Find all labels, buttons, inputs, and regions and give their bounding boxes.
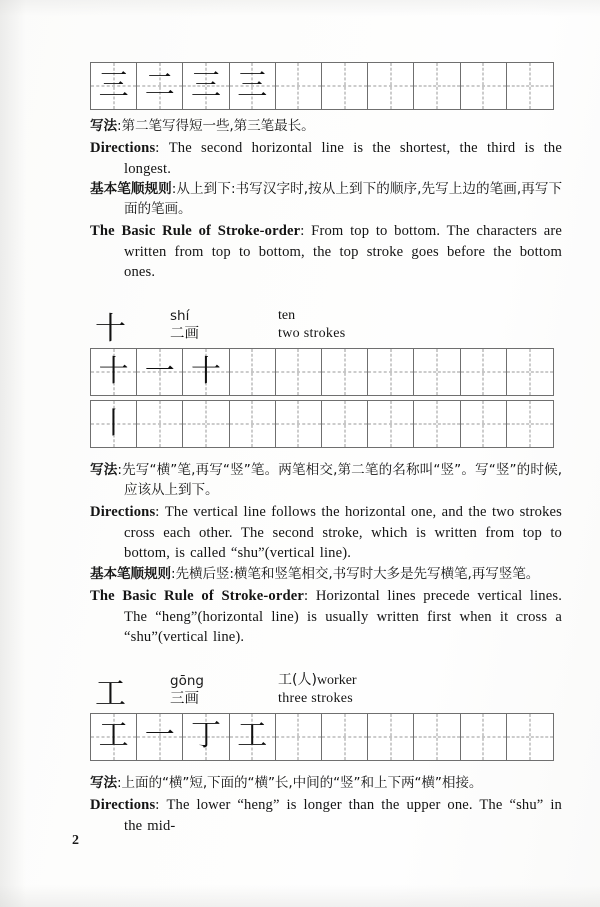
page-number: 2 [72, 833, 79, 848]
spacer [90, 448, 562, 461]
paragraph-text: 上面的“横”短,下面的“横”长,中间的“竖”和上下两“横”相接。 [121, 774, 483, 791]
paragraph-lead: The Basic Rule of Stroke-order [90, 222, 301, 239]
practice-cell-glyph: 二 [144, 67, 175, 103]
paragraph-lead: 基本笔顺规则 [90, 181, 172, 198]
practice-grid-row-shi-1[interactable] [90, 348, 554, 396]
paragraph-lead: Directions [90, 796, 156, 813]
practice-cell[interactable] [230, 714, 276, 760]
practice-cell[interactable] [183, 63, 229, 109]
paragraph-text: The vertical line follows the horizontal one, and the two strokes cross each other. The second stroke, which is written from top to bottom, is called “shu”(vertical line). [124, 503, 562, 562]
practice-cell[interactable] [276, 63, 322, 109]
paragraph-sep: : [155, 139, 160, 156]
paragraph-lead: 写法 [90, 118, 117, 134]
practice-cell[interactable] [91, 401, 137, 447]
paragraph-text: The lower “heng” is longer than the upper one. The “shu” in the mid- [124, 796, 562, 834]
practice-cell-glyph: 工 [237, 718, 268, 754]
paragraph-sep: : [155, 796, 160, 813]
practice-cell[interactable] [414, 714, 460, 760]
practice-grid-row-shi-2[interactable] [90, 400, 554, 448]
practice-cell[interactable] [183, 714, 229, 760]
practice-cell-glyph: 工 [98, 718, 129, 754]
practice-cell[interactable] [322, 401, 368, 447]
practice-cell[interactable] [507, 401, 553, 447]
character-pinyin-column-gong [170, 673, 278, 708]
paragraph-shi-xiefa [90, 461, 562, 501]
practice-cell[interactable] [368, 63, 414, 109]
paragraph-sep: : [171, 181, 177, 198]
practice-cell-glyph: 十 [191, 353, 221, 389]
paragraph-gong-xiefa [90, 774, 562, 794]
paragraph-text: Horizontal lines precede vertical lines. The “heng”(horizontal line) is usually written first when it cross a “shu”(vertical line). [124, 587, 562, 646]
paragraph-text: From top to bottom. The characters are written from top to bottom, the top stroke goes before the bottom ones. [124, 222, 562, 281]
practice-cell-glyph: 一 [144, 718, 175, 754]
practice-grid-row-gong[interactable] [90, 713, 554, 761]
practice-grid-row-san[interactable] [90, 62, 554, 110]
practice-cell[interactable] [461, 714, 507, 760]
paragraph-lead: The Basic Rule of Stroke-order [90, 587, 305, 604]
practice-cell[interactable] [414, 63, 460, 109]
paragraph-lead: Directions [90, 139, 156, 156]
paragraph-sep: : [117, 118, 122, 134]
meaning-en-gong: worker [316, 672, 357, 688]
practice-cell[interactable] [183, 349, 229, 395]
paragraph-san-rule-cn [90, 180, 562, 220]
paragraph-gong-directions [90, 795, 562, 836]
paragraph-shi-rule-en [90, 586, 562, 648]
practice-cell[interactable] [276, 401, 322, 447]
practice-cell[interactable] [368, 401, 414, 447]
practice-cell[interactable] [461, 349, 507, 395]
practice-cell[interactable] [91, 349, 137, 395]
practice-cell-glyph: 一 [144, 353, 175, 389]
practice-cell[interactable] [507, 63, 553, 109]
paragraph-sep: : [304, 587, 309, 604]
practice-cell[interactable] [230, 349, 276, 395]
meaning-row-gong [278, 671, 498, 690]
character-meaning-column-shi [278, 307, 498, 343]
paragraph-text: The second horizontal line is the shortest, the third is the longest. [124, 139, 563, 177]
practice-cell[interactable] [91, 714, 137, 760]
stroke-count-en-gong: three strokes [278, 690, 354, 706]
practice-cell[interactable] [368, 714, 414, 760]
paragraph-sep: : [117, 462, 122, 479]
paragraph-san-rule-en [90, 221, 562, 283]
meaning-cn-gong: 工(人) [278, 671, 317, 688]
character-glyph-gong: 工 [95, 675, 126, 712]
practice-cell[interactable] [322, 63, 368, 109]
practice-cell[interactable] [230, 401, 276, 447]
practice-cell[interactable] [137, 349, 183, 395]
paragraph-sep: : [155, 503, 160, 520]
paragraph-lead: 写法 [90, 774, 117, 791]
practice-cell[interactable] [414, 349, 460, 395]
paragraph-sep: : [170, 565, 176, 582]
paragraph-lead: Directions [90, 503, 156, 520]
spacer [90, 761, 562, 774]
paragraph-sep: : [300, 222, 305, 239]
spacer [90, 110, 562, 117]
paragraph-lead: 基本笔顺规则 [90, 565, 171, 582]
practice-cell[interactable] [368, 349, 414, 395]
character-info-shi [170, 307, 498, 345]
page-content-column [90, 62, 562, 837]
meaning-en-shi: ten [278, 307, 296, 323]
practice-cell[interactable] [137, 714, 183, 760]
pinyin-gong: gōng [170, 672, 204, 689]
practice-cell-glyph: 三 [191, 67, 221, 103]
paragraph-text: 从上到下:书写汉字时,按从上到下的顺序,先写上边的笔画,再写下面的笔画。 [124, 181, 562, 218]
practice-cell[interactable] [322, 349, 368, 395]
stroke-count-cn-shi: 二画 [170, 326, 199, 342]
practice-cell-glyph: 丁 [191, 718, 221, 754]
pinyin-shi: shí [170, 308, 190, 325]
practice-cell[interactable] [414, 401, 460, 447]
practice-cell-glyph: 三 [98, 67, 129, 103]
paragraph-san-directions [90, 138, 562, 179]
stroke-count-cn-gong: 三画 [170, 690, 199, 707]
practice-cell[interactable] [230, 63, 276, 109]
practice-cell[interactable] [137, 401, 183, 447]
stroke-count-en-shi: two strokes [278, 325, 346, 341]
character-header-gong [90, 664, 562, 710]
practice-cell[interactable] [461, 63, 507, 109]
practice-cell[interactable] [276, 349, 322, 395]
character-header-shi [90, 299, 562, 348]
practice-cell[interactable] [322, 714, 368, 760]
character-meaning-column-gong [278, 671, 498, 708]
paragraph-lead: 写法 [90, 462, 118, 479]
character-pinyin-column-shi [170, 308, 278, 343]
practice-cell[interactable] [461, 401, 507, 447]
paragraph-san-xiefa [90, 117, 562, 137]
character-glyph-shi: 十 [95, 311, 126, 348]
practice-cell-glyph: 十 [98, 353, 129, 389]
paragraph-shi-directions [90, 502, 562, 564]
practice-cell[interactable] [276, 714, 322, 760]
practice-cell[interactable] [183, 401, 229, 447]
practice-cell[interactable] [91, 63, 137, 109]
practice-cell[interactable] [507, 714, 553, 760]
practice-cell[interactable] [507, 349, 553, 395]
practice-cell-glyph: 三 [237, 67, 268, 103]
practice-cell-glyph: 丨 [98, 405, 129, 441]
practice-cell[interactable] [137, 63, 183, 109]
paragraph-text: 第二笔写得短一些,第三笔最长。 [121, 118, 315, 134]
paragraph-shi-rule-cn [90, 565, 562, 585]
paragraph-sep: : [117, 774, 122, 791]
character-info-gong [170, 671, 498, 710]
paragraph-text: 先横后竖:横笔和竖笔相交,书写时大多是先写横笔,再写竖笔。 [175, 565, 540, 582]
paragraph-text: 先写“横”笔,再写“竖”笔。两笔相交,第二笔的名称叫“竖”。写“竖”的时候,应该从上到下。 [121, 462, 562, 498]
